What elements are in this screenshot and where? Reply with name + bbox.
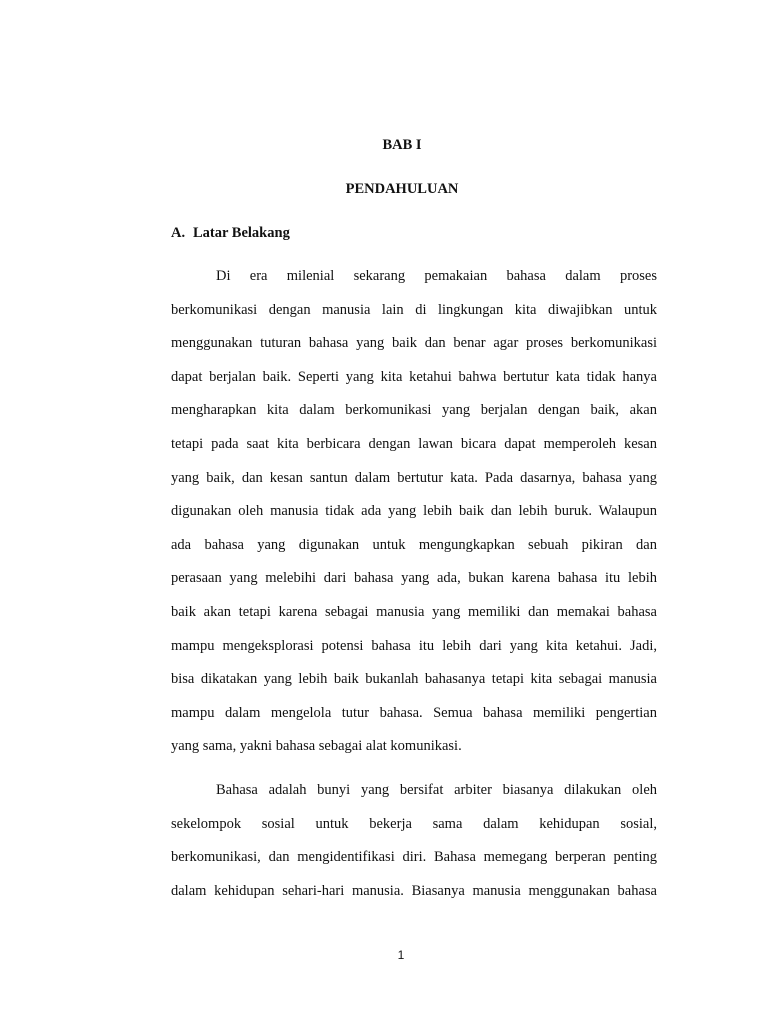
paragraph-line: bisa dikatakan yang lebih baik bukanlah bahasanya tetapi kita sebagai manusia	[171, 671, 657, 688]
paragraph-line: dapat berjalan baik. Seperti yang kita ketahui bahwa bertutur kata tidak hanya	[171, 368, 657, 385]
paragraph-line: digunakan oleh manusia tidak ada yang lebih baik dan lebih buruk. Walaupun	[171, 503, 657, 520]
paragraph-line: Bahasa adalah bunyi yang bersifat arbiter biasanya dilakukan oleh	[216, 782, 657, 798]
chapter-number: BAB I	[382, 137, 422, 153]
paragraph-line: dalam kehidupan sehari-hari manusia. Biasanya manusia menggunakan bahasa	[171, 882, 657, 899]
section-number: A.	[171, 225, 186, 241]
paragraph-latar-belakang-1	[171, 266, 657, 770]
paragraph-line: mampu mengeksplorasi potensi bahasa itu lebih dari yang kita ketahui. Jadi,	[171, 637, 657, 654]
paragraph-line: menggunakan tuturan bahasa yang baik dan benar agar proses berkomunikasi	[171, 335, 657, 352]
paragraph-line: yang sama, yakni bahasa sebagai alat komunikasi.	[171, 738, 462, 755]
section-title: Latar Belakang	[193, 225, 290, 241]
section-heading	[171, 225, 290, 242]
paragraph-line: berkomunikasi, dan mengidentifikasi diri. Bahasa memegang berperan penting	[171, 849, 657, 866]
page-number: 1	[397, 948, 405, 962]
paragraph-line: tetapi pada saat kita berbicara dengan lawan bicara dapat memperoleh kesan	[171, 435, 657, 452]
paragraph-line: perasaan yang melebihi dari bahasa yang ada, bukan karena bahasa itu lebih	[171, 570, 657, 587]
paragraph-line: sekelompok sosial untuk bekerja sama dalam kehidupan sosial,	[171, 815, 657, 832]
paragraph-line: mengharapkan kita dalam berkomunikasi yang berjalan dengan baik, akan	[171, 402, 657, 419]
paragraph-line: ada bahasa yang digunakan untuk mengungkapkan sebuah pikiran dan	[171, 536, 657, 553]
paragraph-line: berkomunikasi dengan manusia lain di lingkungan kita diwajibkan untuk	[171, 301, 657, 318]
chapter-title: PENDAHULUAN	[345, 181, 459, 197]
paragraph-line: baik akan tetapi karena sebagai manusia yang memiliki dan memakai bahasa	[171, 603, 657, 620]
paragraph-latar-belakang-2	[171, 780, 657, 914]
paragraph-line: mampu dalam mengelola tutur bahasa. Semua bahasa memiliki pengertian	[171, 704, 657, 721]
paragraph-line: yang baik, dan kesan santun dalam bertutur kata. Pada dasarnya, bahasa yang	[171, 469, 657, 486]
paragraph-line: Di era milenial sekarang pemakaian bahasa dalam proses	[216, 268, 657, 284]
